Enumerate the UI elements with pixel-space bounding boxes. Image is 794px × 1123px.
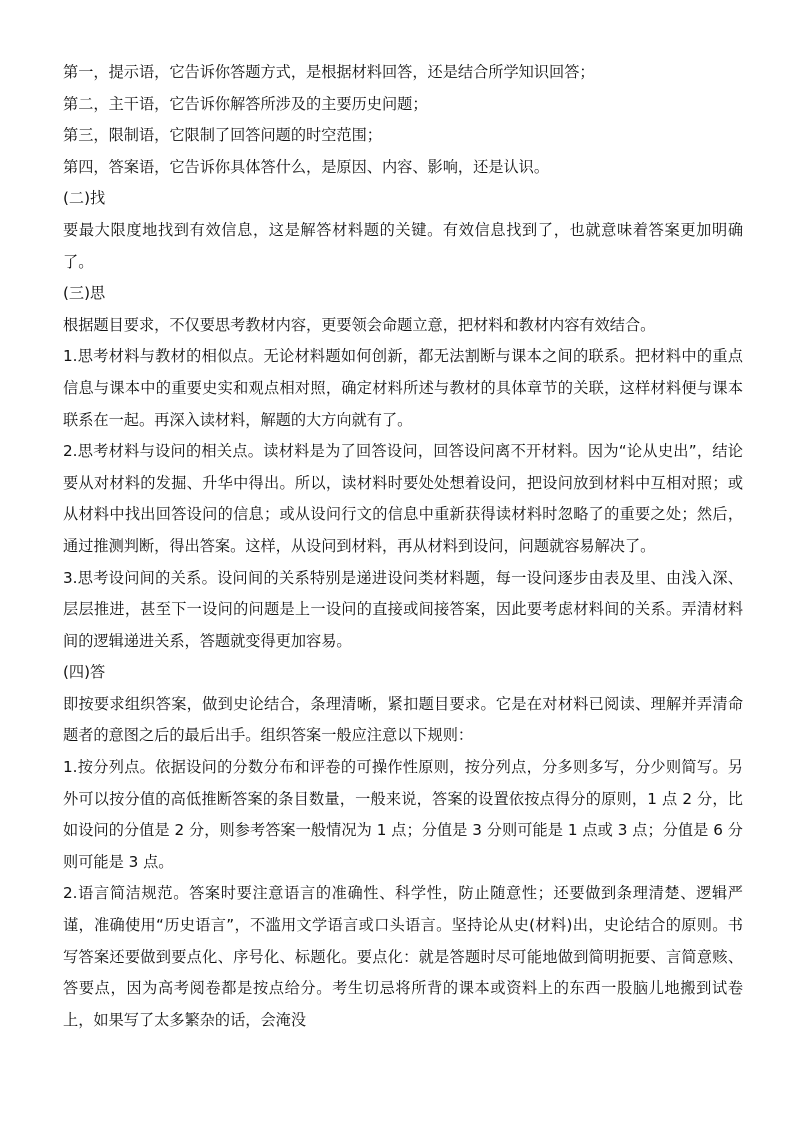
paragraph-think-3: 3.思考设问间的关系。设问间的关系特别是递进设问类材料题，每一设问逐步由表及里、由浅入深、层层推进，甚至下一设问的问题是上一设问的直接或间接答案，因此要考虑材料间的关系。弄清材料间的逻辑递进关系，答题就变得更加容易。 bbox=[63, 568, 743, 650]
paragraph-answer-2: 2.语言简洁规范。答案时要注意语言的准确性、科学性，防止随意性；还要做到条理清楚、逻辑严谨，准确使用“历史语言”，不滥用文学语言或口头语言。坚持论从史(材料)出，史论结合的原则。书写答案还要做到要点化、序号化、标题化。要点化：就是答题时尽可能地做到简明扼要、言简意赅、答要点，因为高考阅卷都是按点给分。考生切忌将所背的课本或资料上的东西一股脑儿地搬到试卷上，如果写了太多繁杂的话，会淹没 bbox=[63, 884, 743, 1029]
section-heading-answer: (四)答 bbox=[63, 663, 106, 682]
section-heading-think: (三)思 bbox=[63, 284, 106, 303]
paragraph-limit-phrase: 第三，限制语，它限制了回答问题的时空范围； bbox=[63, 126, 382, 145]
paragraph-answer-1: 1.按分列点。依据设问的分数分布和评卷的可操作性原则，按分列点，分多则多写，分少则简写。另外可以按分值的高低推断答案的条目数量，一般来说，答案的设置依按点得分的原则，1 点 2 分，比如设问的分值是 2 分，则参考答案一般情况为 1 点；分值是 3 分则可能是 1 点或 3 点；分值是 6 分则可能是 3 点。 bbox=[63, 758, 743, 871]
paragraph-find: 要最大限度地找到有效信息，这是解答材料题的关键。有效信息找到了，也就意味着答案更加明确了。 bbox=[63, 220, 743, 271]
paragraph-main-phrase: 第二，主干语，它告诉你解答所涉及的主要历史问题； bbox=[63, 94, 428, 113]
paragraph-think-intro: 根据题目要求，不仅要思考教材内容，更要领会命题立意，把材料和教材内容有效结合。 bbox=[63, 315, 656, 334]
section-heading-find: (二)找 bbox=[63, 189, 106, 208]
paragraph-answer-intro: 即按要求组织答案，做到史论结合，条理清晰，紧扣题目要求。它是在对材料已阅读、理解并弄清命题者的意图之后的最后出手。组织答案一般应注意以下规则： bbox=[63, 694, 743, 745]
document-body bbox=[63, 57, 743, 1036]
paragraph-think-1: 1.思考材料与教材的相似点。无论材料题如何创新，都无法割断与课本之间的联系。把材料中的重点信息与课本中的重要史实和观点相对照，确定材料所述与教材的具体章节的关联，这样材料便与课本联系在一起。再深入读材料，解题的大方向就有了。 bbox=[63, 347, 743, 429]
paragraph-think-2: 2.思考材料与设问的相关点。读材料是为了回答设问，回答设问离不开材料。因为“论从史出”，结论要从对材料的发掘、升华中得出。所以，读材料时要处处想着设问，把设问放到材料中互相对照；或从材料中找出回答设问的信息；或从设问行文的信息中重新获得读材料时忽略了的重要之处；然后，通过推测判断，得出答案。这样，从设问到材料，再从材料到设问，问题就容易解决了。 bbox=[63, 442, 743, 555]
paragraph-hint-phrase: 第一，提示语，它告诉你答题方式，是根据材料回答，还是结合所学知识回答； bbox=[63, 63, 595, 81]
paragraph-answer-phrase: 第四，答案语，它告诉你具体答什么，是原因、内容、影响，还是认识。 bbox=[63, 157, 549, 176]
